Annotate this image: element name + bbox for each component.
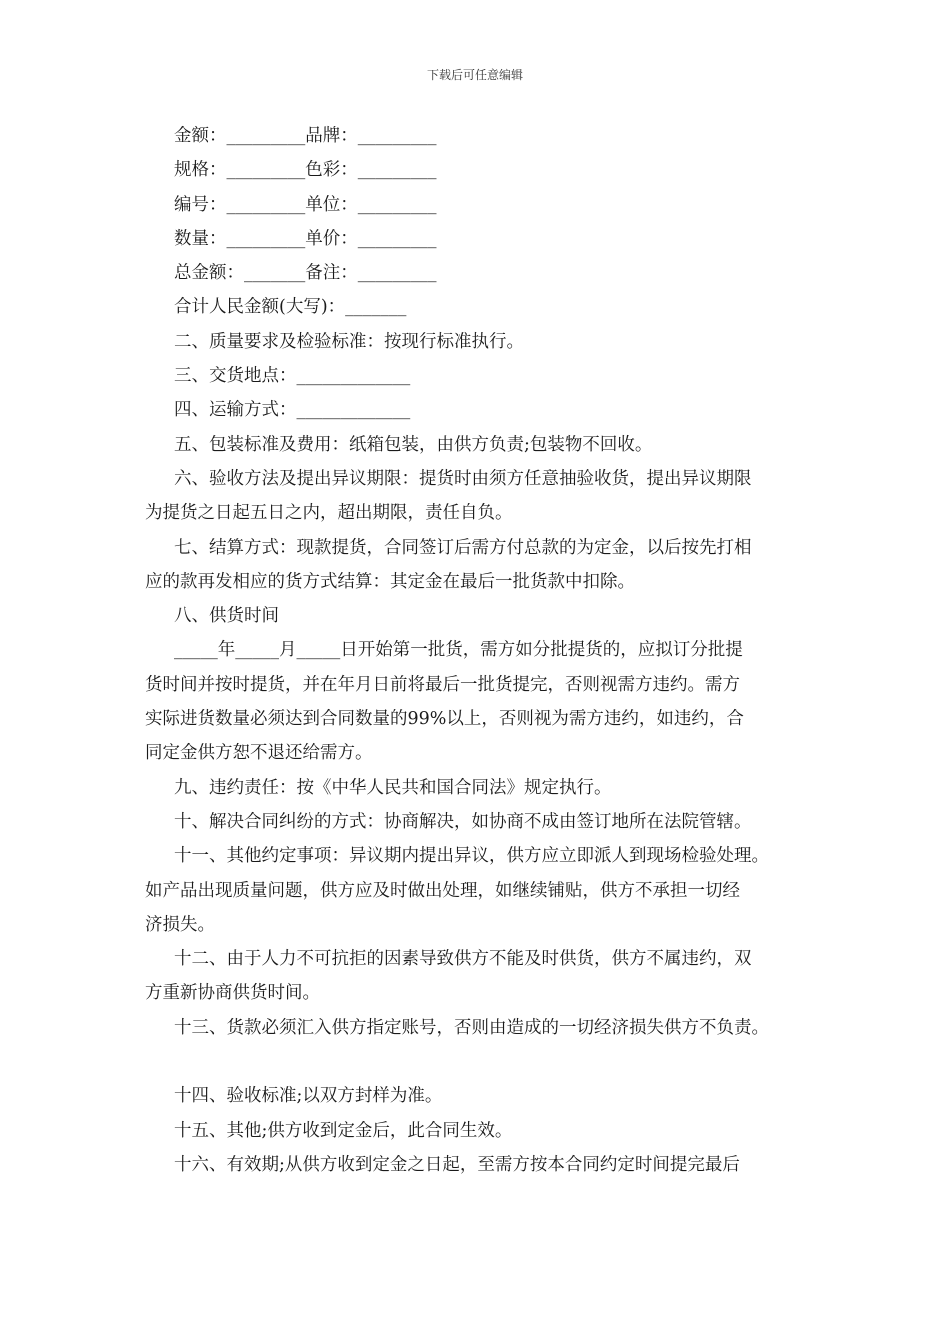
contract-line: 三、交货地点：_____________ <box>174 366 411 387</box>
contract-line: 实际进货数量必须达到合同数量的99%以上，否则视为需方违约，如违约，合 <box>145 709 744 730</box>
contract-line: 如产品出现质量问题，供方应及时做出处理，如继续铺贴，供方不承担一切经 <box>145 880 740 901</box>
contract-line: 十五、其他;供方收到定金后，此合同生效。 <box>174 1120 513 1141</box>
contract-line: 十四、验收标准;以双方封样为准。 <box>174 1086 443 1107</box>
contract-line: 规格：_________色彩：_________ <box>174 160 437 181</box>
contract-line: 合计人民金额(大写)：_______ <box>174 297 407 318</box>
contract-line: 十、解决合同纠纷的方式：协商解决，如协商不成由签订地所在法院管辖。 <box>174 811 752 832</box>
contract-line: 八、供货时间 <box>174 606 279 627</box>
contract-line: 同定金供方恕不退还给需方。 <box>145 743 373 764</box>
contract-line: 十三、货款必须汇入供方指定账号，否则由造成的一切经济损失供方不负责。 <box>174 1017 769 1038</box>
contract-line: 十一、其他约定事项：异议期内提出异议，供方应立即派人到现场检验处理。 <box>174 846 769 867</box>
contract-line: 四、运输方式：_____________ <box>174 400 411 421</box>
contract-line: 五、包装标准及费用：纸箱包装，由供方负责;包装物不回收。 <box>174 434 653 455</box>
contract-line: 十二、由于人力不可抗拒的因素导致供方不能及时供货，供方不属违约，双 <box>174 949 752 970</box>
contract-body <box>145 119 813 1182</box>
page-header: 下载后可任意编辑 <box>426 68 523 82</box>
contract-line: 济损失。 <box>145 914 215 935</box>
contract-line: 七、结算方式：现款提货，合同签订后需方付总款的为定金，以后按先打相 <box>174 537 752 558</box>
blank-line <box>145 1045 813 1079</box>
contract-line: 总金额：_______备注：_________ <box>174 263 437 284</box>
contract-line: 为提货之日起五日之内，超出期限，责任自负。 <box>145 503 513 524</box>
contract-line: 应的款再发相应的货方式结算：其定金在最后一批货款中扣除。 <box>145 571 635 592</box>
contract-line: 货时间并按时提货，并在年月日前将最后一批货提完，否则视需方违约。需方 <box>145 674 740 695</box>
contract-line: 十六、有效期;从供方收到定金之日起，至需方按本合同约定时间提完最后 <box>174 1154 740 1175</box>
contract-line: 金额：_________品牌：_________ <box>174 126 437 146</box>
contract-line: 编号：_________单位：_________ <box>174 194 437 215</box>
contract-line: 方重新协商供货时间。 <box>145 983 320 1004</box>
contract-line: 二、质量要求及检验标准：按现行标准执行。 <box>174 331 524 352</box>
contract-line: _____年_____月_____日开始第一批货，需方如分批提货的，应拟订分批提 <box>174 640 743 661</box>
contract-line: 九、违约责任：按《中华人民共和国合同法》规定执行。 <box>174 777 612 798</box>
contract-line: 数量：_________单价：_________ <box>174 228 437 249</box>
contract-line: 六、验收方法及提出异议期限：提货时由须方任意抽验收货，提出异议期限 <box>174 468 752 489</box>
